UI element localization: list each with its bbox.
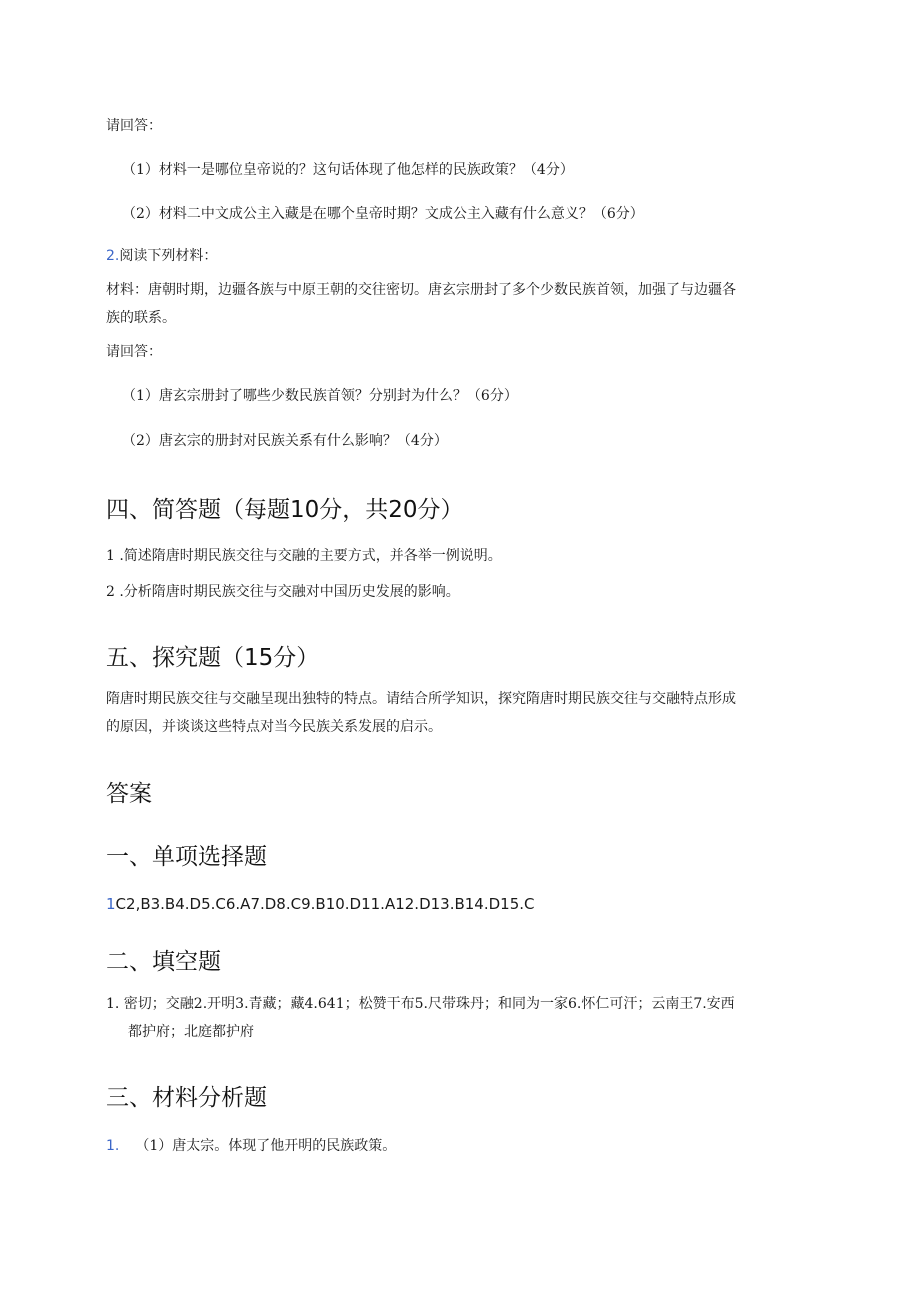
- question-1-sub-2: （2）材料二中文成公主入藏是在哪个皇帝时期？文成公主入藏有什么意义？（6分）: [122, 206, 644, 222]
- question-2-material-line-2: 族的联系。: [106, 310, 176, 326]
- question-2-sub-2: （2）唐玄宗的册封对民族关系有什么影响？（4分）: [122, 433, 448, 449]
- question-2-heading: [106, 246, 217, 266]
- section-4-question-1: 1 .简述隋唐时期民族交往与交融的主要方式，并各举一例说明。: [106, 548, 502, 564]
- answers-section-3-line: [106, 1136, 396, 1156]
- section-4-question-2: 2 .分析隋唐时期民族交往与交融对中国历史发展的影响。: [106, 584, 460, 600]
- question-2-intro: 阅读下列材料：: [119, 248, 218, 264]
- section-5-text-line-2: 的原因，并谈谈这些特点对当今民族关系发展的启示。: [106, 719, 442, 735]
- section-4-title: 四、简答题（每题10分，共20分）: [106, 497, 464, 523]
- answer-prompt: 请回答：: [106, 118, 162, 134]
- answers-section-2-line-2: 都护府；北庭都护府: [128, 1024, 254, 1040]
- answers-section-1-number: 1: [106, 895, 116, 913]
- question-2-number: 2.: [106, 248, 120, 264]
- answers-section-2-title: 二、填空题: [106, 949, 221, 975]
- section-5-title: 五、探究题（15分）: [106, 645, 320, 671]
- question-2-material-line-1: 材料：唐朝时期，边疆各族与中原王朝的交往密切。唐玄宗册封了多个少数民族首领，加强了与边疆各: [106, 282, 736, 298]
- answers-section-2-line-1: 1. 密切；交融2.开明3.青藏；藏4.641；松赞干布5.尺带珠丹；和同为一家6.怀仁可汗；云南王7.安西: [106, 996, 735, 1012]
- answers-section-1-title: 一、单项选择题: [106, 844, 267, 870]
- answer-prompt: 请回答：: [106, 344, 162, 360]
- answers-section-3-number: 1.: [106, 1138, 120, 1154]
- answers-section-3-title: 三、材料分析题: [106, 1085, 267, 1111]
- answers-section-3-text: （1）唐太宗。体现了他开明的民族政策。: [135, 1138, 397, 1154]
- question-2-sub-1: （1）唐玄宗册封了哪些少数民族首领？分别封为什么？（6分）: [122, 388, 518, 404]
- section-5-text-line-1: 隋唐时期民族交往与交融呈现出独特的特点。请结合所学知识，探究隋唐时期民族交往与交融特点形成: [106, 691, 736, 707]
- question-1-sub-1: （1）材料一是哪位皇帝说的？这句话体现了他怎样的民族政策？（4分）: [122, 162, 574, 178]
- answers-section-1-text: C2,B3.B4.D5.C6.A7.D8.C9.B10.D11.A12.D13.B14.D15.C: [115, 895, 535, 913]
- answers-section-1-line: [106, 894, 535, 914]
- answers-title: 答案: [106, 781, 152, 807]
